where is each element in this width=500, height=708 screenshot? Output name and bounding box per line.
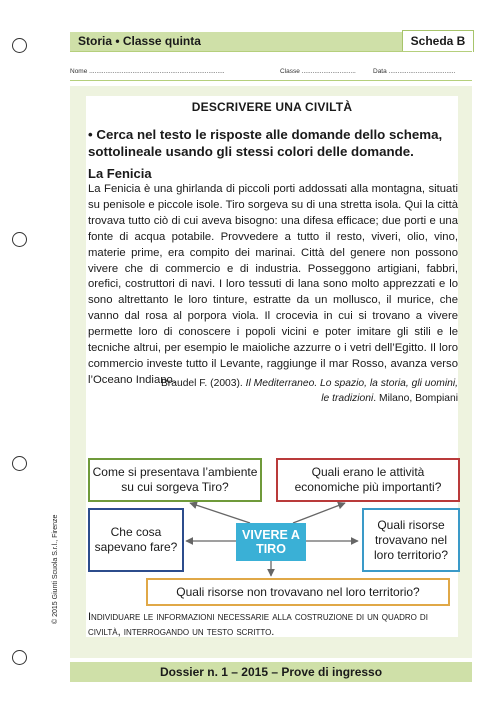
arrow-to-top-left — [190, 503, 250, 523]
question-skills — [88, 508, 184, 572]
question-resources — [362, 508, 460, 572]
reading-text: La Fenicia è una ghirlanda di piccoli porti addossati alla montagna, situati su penisole e piccole isole. Tiro sorgeva su di una stretta isola. Qui la città trovava tutto ciò di cui aveva bisogno: una difesa efficace; due porti e una fonte di acqua potabile. Provvedere a tutto il resto, viveri, olio, vino, materie prime, era compito dei marinai. Città del genere non possono vivere che di commercio e di industria. Posseggono artigiani, fabbri, orefici, costruttori di navi. I loro tessuti di lana sono molto apprezzati e lo sono altrettanto le loro tinture, estratte da un mollusco, il murice, che vanno dal rosa al porpora viola. Il crocevia in cui si trovano a vivere permette loro di conoscere i popoli vicini e poter imitare gli stili e le tecniche altrui, per esempio le maioliche azzurre o i vetri dell’Egitto. Il loro commercio investe tutto il Levante, raggiunge il mar Rosso, avanza verso l’Oceano Indiano. — [88, 183, 458, 386]
question-environment-text: Come si presentava l’ambiente su cui sorgeva Tiro? — [92, 465, 258, 494]
question-missing-resources-text: Quali risorse non trovavano nel loro territorio? — [176, 584, 420, 599]
text-title: La Fenicia — [88, 166, 152, 181]
question-skills-text: Che cosa sapevano fare? — [94, 525, 178, 554]
arrow-to-top-right — [293, 503, 345, 523]
citation-work-cont: le tradizioni — [321, 393, 374, 404]
name-field[interactable]: Nome ........................................................................... — [70, 68, 225, 75]
page-title: DESCRIVERE UNA CIVILTÀ — [191, 100, 353, 114]
question-environment — [88, 458, 262, 502]
worksheet-tab: Scheda B — [402, 30, 474, 52]
header-subject: Storia • Classe quinta — [78, 34, 201, 48]
diagram-center: VIVERE A TIRO — [236, 523, 306, 561]
class-field[interactable]: Classe .............................. — [280, 68, 356, 75]
instruction: • Cerca nel testo le risposte alle domande dello schema, sottolineale usando gli stessi colori delle domande. — [88, 127, 443, 159]
citation-work: Il Mediterraneo. Lo spazio, la storia, gli uomini, — [245, 378, 458, 389]
citation-publisher: . Milano, Bompiani — [373, 393, 458, 404]
question-missing-resources — [146, 578, 450, 606]
date-field[interactable]: Data ..................................... — [373, 68, 456, 75]
question-economy — [276, 458, 460, 502]
copyright: © 2015 Giunti Scuola S.r.l., Firenze — [52, 514, 59, 624]
question-economy-text: Quali erano le attività economiche più importanti? — [294, 465, 442, 494]
citation-author: Braudel F. (2003). — [160, 378, 246, 389]
footer: Dossier n. 1 – 2015 – Prove di ingresso — [70, 662, 472, 682]
learning-objective: Individuare le informazioni necessarie alla costruzione di un quadro di civiltà, interrogando un testo scritto. — [88, 611, 428, 638]
question-resources-text: Quali risorse trovavano nel loro territorio? — [373, 517, 449, 562]
